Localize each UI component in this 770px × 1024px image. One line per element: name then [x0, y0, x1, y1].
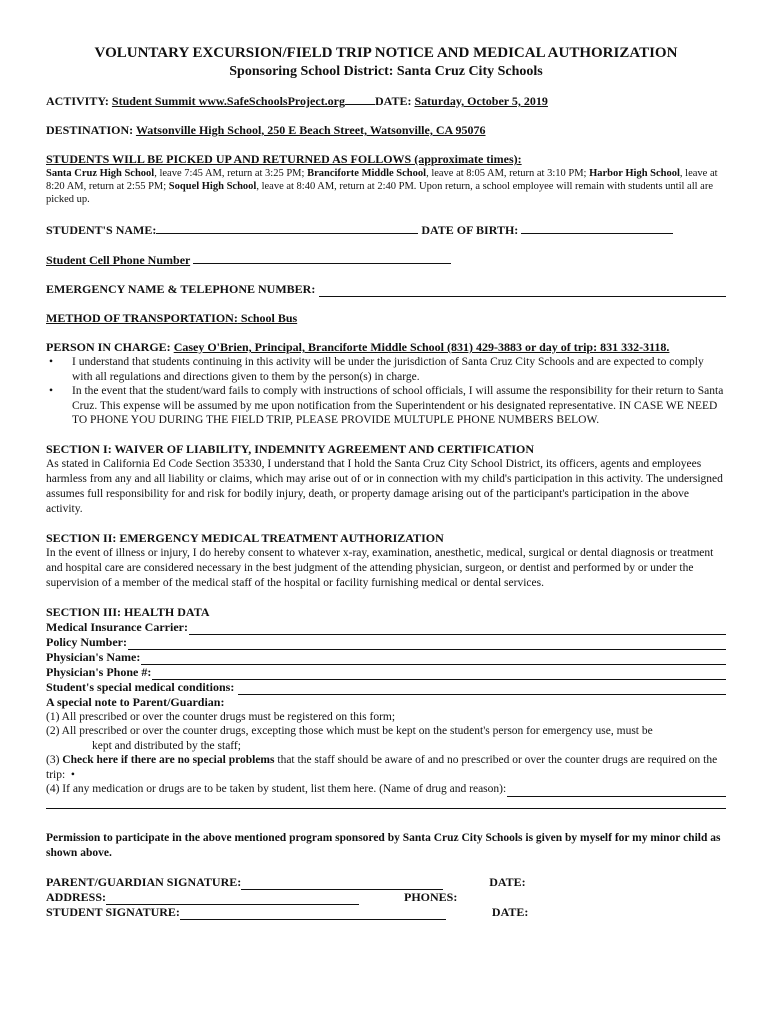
pic-bullets — [46, 355, 726, 428]
student-sig-label: STUDENT SIGNATURE: — [46, 904, 180, 919]
bullet-icon: • — [49, 385, 54, 397]
emergency-row — [46, 282, 726, 297]
item4-text: (4) If any medication or drugs are to be taken by student, list them here. (Name of drug and reason): — [46, 783, 507, 795]
spacer — [46, 428, 726, 442]
address-field[interactable] — [106, 893, 359, 905]
date-value: Saturday, October 5, 2019 — [414, 94, 548, 108]
person-in-charge-row — [46, 340, 726, 355]
address-row — [46, 890, 726, 905]
date2-label: DATE: — [491, 904, 529, 919]
item3-bold: Check here if there are no special problems — [62, 754, 275, 766]
dob-label: DATE OF BIRTH: — [421, 223, 519, 237]
note-item-3 — [46, 753, 726, 782]
transport-value: School Bus — [237, 311, 298, 325]
spacer — [46, 138, 726, 152]
emergency-label: EMERGENCY NAME & TELEPHONE NUMBER: — [46, 282, 316, 296]
cell-field[interactable] — [193, 252, 451, 264]
list-item — [46, 355, 726, 384]
policy-field[interactable] — [128, 637, 726, 650]
form-subtitle: Sponsoring School District: Santa Cruz City Schools — [229, 64, 543, 79]
spacer — [46, 797, 726, 807]
phones-label: PHONES: — [404, 889, 458, 904]
section1-heading: SECTION I: WAIVER OF LIABILITY, INDEMNITY AGREEMENT AND CERTIFICATION — [46, 441, 535, 456]
address-label: ADDRESS: — [46, 889, 107, 904]
note-item-1: (1) All prescribed or over the counter drugs must be registered on this form; — [46, 710, 396, 723]
no-problems-checkbox[interactable]: • — [70, 768, 75, 781]
bullet-icon: • — [49, 356, 54, 368]
student-name-label: STUDENT'S NAME: — [46, 223, 157, 237]
school-2-times: , leave at 8:05 AM, return at 3:10 PM; — [426, 168, 590, 179]
form-page — [46, 44, 726, 920]
date1-label: DATE: — [489, 874, 526, 889]
transport-label: METHOD OF TRANSPORTATION: — [46, 311, 238, 325]
school-3-times: , leave at 8:20 AM, return at 2:55 PM; — [46, 168, 718, 192]
activity-blank[interactable] — [345, 93, 375, 105]
spacer — [46, 297, 726, 311]
destination-line — [46, 123, 726, 138]
school-4-times: , leave at 8:40 AM, return at 2:40 PM. Upon return, a school employee will remain with students until all are picked up. — [46, 181, 713, 205]
conditions-row — [46, 680, 726, 695]
physician-phone-field[interactable] — [152, 667, 726, 680]
pic-value: Casey O'Brien, Principal, Branciforte Middle School (831) 429-3883 or day of trip: 831 332-3118. — [173, 340, 670, 354]
physician-phone-label: Physician's Phone #: — [46, 664, 152, 679]
note-heading: A special note to Parent/Guardian: — [46, 694, 225, 709]
conditions-field[interactable] — [238, 682, 726, 695]
policy-label: Policy Number: — [46, 634, 127, 649]
physician-phone-row — [46, 665, 726, 680]
spacer — [46, 206, 726, 222]
item3-number: (3) — [46, 754, 63, 766]
section1-text: As stated in California Ed Code Section 35330, I understand that I hold the Santa Cruz City School District, its officers, agents and employees harmless from any and all liability or claims, which may arise out of or in connection with my child's participation in this activity. The undersigned assumes full responsibility for and risk for bodily injury, death, or property damage arising out of the participant's participation in the above activity. — [46, 457, 723, 515]
cell-label: Student Cell Phone Number — [46, 253, 191, 267]
spacer — [46, 809, 726, 831]
note-item-2-cont: kept and distributed by the staff; — [92, 739, 241, 752]
section3-heading: SECTION III: HEALTH DATA — [46, 604, 210, 619]
pickup-schedule — [46, 167, 726, 206]
parent-sig-label: PARENT/GUARDIAN SIGNATURE: — [46, 874, 242, 889]
school-1: Santa Cruz High School — [46, 168, 155, 179]
conditions-label: Student's special medical conditions: — [46, 679, 235, 694]
policy-row — [46, 635, 726, 650]
date-label: DATE: — [375, 94, 412, 108]
student-name-row — [46, 222, 726, 238]
transport-row — [46, 311, 726, 326]
section2-text: In the event of illness or injury, I do hereby consent to whatever x-ray, examination, anesthetic, medical, surgical or dental diagnosis or treatment and hospital care are considered necessary in the best judgment of the attending physician, surgeon, or dentist and performed by or under the supervision of a member of the medical staff of the hospital or facility furnishing medical or dental services. — [46, 546, 714, 589]
school-4: Soquel High School — [168, 181, 257, 192]
physician-label: Physician's Name: — [46, 649, 141, 664]
spacer — [46, 238, 726, 252]
spacer — [46, 591, 726, 605]
school-3: Harbor High School — [589, 168, 680, 179]
form-title: VOLUNTARY EXCURSION/FIELD TRIP NOTICE AND MEDICAL AUTHORIZATION — [94, 45, 678, 61]
cell-row — [46, 252, 726, 268]
emergency-field[interactable] — [319, 284, 726, 297]
spacer — [46, 517, 726, 531]
carrier-label: Medical Insurance Carrier: — [46, 619, 188, 634]
spacer — [46, 326, 726, 340]
note-item-2: (2) All prescribed or over the counter drugs, excepting those which must be kept on the student's person for emergency use, must be — [46, 725, 653, 737]
physician-row — [46, 650, 726, 665]
section2-heading: SECTION II: EMERGENCY MEDICAL TREATMENT AUTHORIZATION — [46, 530, 444, 545]
school-1-times: , leave 7:45 AM, return at 3:25 PM; — [154, 168, 308, 179]
student-signature-row — [46, 905, 726, 920]
spacer — [46, 861, 726, 875]
school-2: Branciforte Middle School — [307, 168, 427, 179]
pic-label: PERSON IN CHARGE: — [46, 340, 171, 354]
parent-signature-field[interactable] — [241, 878, 443, 890]
bullet-text: In the event that the student/ward fails to comply with instructions of school officials, I will assume the responsibility for their return to Santa Cruz. This expense will be assumed by me upon notification from the Superintendent or his designated representative. IN CASE WE NEED TO PHONE YOU DURING THE FIELD TRIP, PLEASE PROVIDE MULTUPLE PHONE NUMBERS BELOW. — [72, 385, 724, 426]
permission-text: Permission to participate in the above mentioned program sponsored by Santa Cruz City Schools is given by myself for my minor child as shown above. — [46, 831, 721, 859]
spacer — [46, 268, 726, 282]
student-signature-field[interactable] — [180, 908, 446, 920]
carrier-field[interactable] — [189, 622, 726, 635]
physician-field[interactable] — [141, 652, 726, 665]
parent-signature-row — [46, 875, 726, 890]
destination-value: Watsonville High School, 250 E Beach Street, Watsonville, CA 95076 — [135, 123, 486, 137]
carrier-row — [46, 620, 726, 635]
note-item-4 — [46, 782, 726, 797]
item3-text: that the staff should be aware of and no prescribed or over the counter drugs are required on the trip: — [46, 754, 718, 781]
spacer — [46, 109, 726, 123]
bullet-text: I understand that students continuing in this activity will be under the jurisdiction of Santa Cruz City Schools and are expected to comply with all regulations and directions given to them by the person(s) in charge. — [72, 356, 704, 383]
activity-value: Student Summit www.SafeSchoolsProject.org — [111, 94, 346, 108]
medication-field[interactable] — [507, 785, 726, 797]
dob-field[interactable] — [521, 222, 673, 234]
activity-line — [46, 93, 726, 109]
student-name-field[interactable] — [156, 222, 418, 234]
pickup-heading: STUDENTS WILL BE PICKED UP AND RETURNED AS FOLLOWS (approximate times): — [46, 152, 522, 166]
destination-label: DESTINATION: — [46, 123, 134, 137]
activity-label: ACTIVITY: — [46, 94, 109, 108]
list-item — [46, 384, 726, 428]
